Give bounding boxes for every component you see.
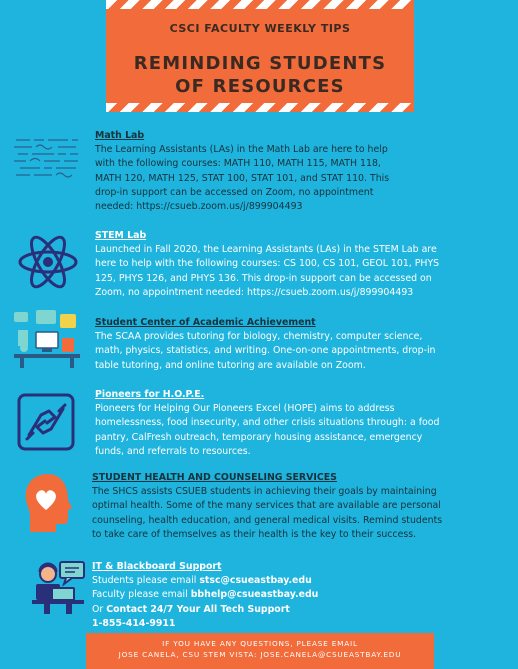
shcs-text-line: counseling, health education, and general medical visits. Remind students: [92, 514, 443, 526]
pioneers-hope-text-line: Pioneers for Helping Our Pioneers Excel (HOPE) aims to address: [95, 403, 395, 415]
faculty-email-label: Faculty please email: [92, 589, 191, 601]
header-title-line-2: OF RESOURCES: [175, 76, 345, 97]
math-formulas-icon: [12, 134, 82, 186]
it-support-contact-line: [92, 603, 318, 617]
scaa-text-line: math, physics, statistics, and writing. One-on-one appointments, drop-in: [95, 345, 436, 357]
pioneers-hope-text-line: homelessness, food insecurity, and other crisis situations through: a food: [95, 417, 440, 429]
math-lab-title: Math Lab: [95, 130, 145, 141]
pioneers-hope-text-line: pantry, CalFresh outreach, temporary housing assistance, emergency: [95, 431, 423, 443]
stem-lab-text-line: here to help with the following courses: CS 100, CS 101, GEOL 101, PHYS: [95, 258, 440, 270]
shcs-text-line: optimal health. Some of the many services that are available are personal: [92, 500, 441, 512]
tech-support-phone[interactable]: 1-855-414-9911: [92, 617, 176, 629]
math-lab-text-line: The Learning Assistants (LAs) in the Math Lab are here to help: [95, 144, 388, 156]
students-email-link[interactable]: stsc@csueastbay.edu: [199, 575, 312, 587]
footer-line-1: IF YOU HAVE ANY QUESTIONS, PLEASE EMAIL: [162, 639, 358, 648]
header-bottom-stripes: [106, 103, 414, 112]
stem-lab-text-line: Zoom, no appointment needed: https://csueb.zoom.us/j/899904493: [95, 286, 414, 298]
pioneers-hope-title: Pioneers for H.O.P.E.: [95, 389, 205, 400]
footer-banner: [86, 633, 434, 669]
math-lab-text-line: needed: https://csueb.zoom.us/j/899904493: [95, 201, 303, 213]
header-subtitle: CSCI FACULTY WEEKLY TIPS: [169, 22, 351, 35]
contact-prefix: Or: [92, 603, 107, 615]
math-lab-text-line: MATH 120, MATH 125, STAT 100, STAT 101, and STAT 110. This: [95, 172, 390, 184]
contact-24-7-text: Contact 24/7 Your All Tech Support: [106, 603, 290, 615]
it-support-students-line: [92, 574, 318, 588]
header-title: [106, 52, 414, 98]
scaa-title: Student Center of Academic Achievement: [95, 317, 316, 328]
header-top-stripes: [106, 0, 414, 9]
students-email-label: Students please email: [92, 575, 200, 587]
shcs-text-line: The SHCS assists CSUEB students in achieving their goals by maintaining: [92, 486, 437, 498]
header-title-line-1: REMINDING STUDENTS: [133, 53, 387, 74]
stem-lab-title: STEM Lab: [95, 230, 147, 241]
shcs-title: STUDENT HEALTH AND COUNSELING SERVICES: [92, 472, 337, 483]
heart-head-icon: [20, 470, 76, 540]
study-desk-icon: [12, 308, 82, 374]
it-support-faculty-line: [92, 588, 318, 602]
shcs-text-line: to take care of themselves as their health is the key to their success.: [92, 528, 417, 540]
handshake-icon: [17, 393, 75, 455]
header-banner: [106, 0, 414, 112]
stem-lab-text-line: Launched in Fall 2020, the Learning Assistants (LAs) in the STEM Lab are: [95, 244, 437, 256]
it-support-title: IT & Blackboard Support: [92, 561, 222, 572]
math-lab-text-line: drop-in support can be accessed on Zoom, no appointment: [95, 186, 374, 198]
scaa-text-line: The SCAA provides tutoring for biology, chemistry, computer science,: [95, 331, 423, 343]
stem-lab-text-line: 125, PHYS 126, and PHYS 136. This drop-in support can be accessed on: [95, 272, 432, 284]
pioneers-hope-text-line: funds, and referrals to resources.: [95, 445, 251, 457]
computer-support-icon: [30, 558, 88, 620]
footer-contact-line[interactable]: JOSE CANELA, CSU STEM VISTA: JOSE.CANELA@CSUEASTBAY.EDU: [118, 650, 402, 659]
scaa-text-line: table tutoring, and online tutoring are available on Zoom.: [95, 359, 366, 371]
math-lab-text-line: with the following courses: MATH 110, MATH 115, MATH 118,: [95, 158, 381, 170]
faculty-email-link[interactable]: bbhelp@csueastbay.edu: [190, 589, 319, 601]
atom-icon: [16, 232, 80, 296]
